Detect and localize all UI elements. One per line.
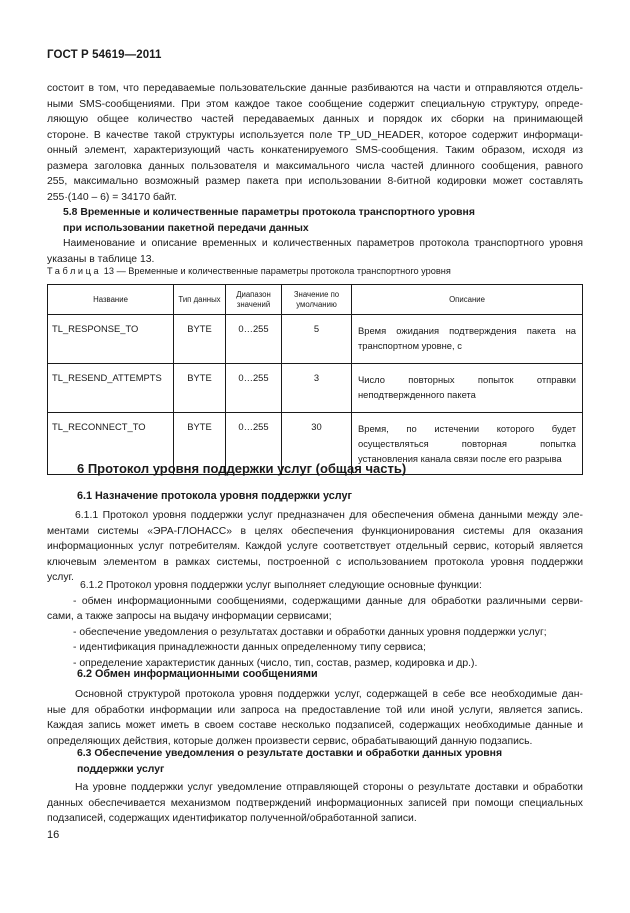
header-default: Значение по умолчанию xyxy=(282,285,352,315)
text-line: Наименование и описание временных и количественных параметров протокола транспортного уровня xyxy=(63,238,583,249)
header-description: Описание xyxy=(352,285,583,315)
cell-type: BYTE xyxy=(174,413,226,475)
text-line: ными SMS-сообщениями. При этом каждое такое сообщение содержит специальную структуру, опреде- xyxy=(47,98,583,110)
text-line: онный элемент, характеризующий часть конкатенируемого SMS-сообщения. Таким образом, исходя из xyxy=(47,145,583,156)
section-6-2-heading: 6.2 Обмен информационными сообщениями xyxy=(77,668,318,680)
section-6-1-heading: 6.1 Назначение протокола уровня поддержки услуг xyxy=(77,490,352,502)
section-5-8-text xyxy=(47,236,583,267)
table-caption xyxy=(47,266,451,276)
section-6-1-1-text xyxy=(47,508,583,586)
cell-range: 0…255 xyxy=(226,315,282,364)
heading-line: поддержки услуг xyxy=(77,763,165,775)
table-row xyxy=(48,315,583,364)
header-name: Название xyxy=(48,285,174,315)
text-line: ключевым элементом в рамках системы, построенной с использованием протокола уровня поддержки xyxy=(47,556,583,568)
header-range: Диапазон значений xyxy=(226,285,282,315)
list-item: - обмен информационными сообщениями, содержащими данные для обработки различными серви- xyxy=(73,595,583,607)
header-type: Тип данных xyxy=(174,285,226,315)
text-line: услуг. xyxy=(47,572,74,583)
text-line: размера заголовка данных пользователя и максимального числа частей длинного сообщения, равного xyxy=(47,160,583,172)
text-line: ляющую общее количество частей передаваемых данных и порядок их сборки на принимающей xyxy=(47,114,583,125)
cell-name: TL_RESPONSE_TO xyxy=(48,315,174,364)
heading-line: 6.3 Обеспечение уведомления о результате доставки и обработки данных уровня xyxy=(77,748,503,759)
section-5-8-heading xyxy=(63,205,583,236)
text-line: 255·(140 – 6) = 34170 байт. xyxy=(47,191,177,203)
cell-default: 5 xyxy=(282,315,352,364)
page-number: 16 xyxy=(47,829,60,841)
text-line: подзаписей, содержащих идентификатор полученной/обработанной записи. xyxy=(47,813,417,824)
document-code: ГОСТ Р 54619—2011 xyxy=(47,49,162,61)
list-intro: 6.1.2 Протокол уровня поддержки услуг выполняет следующие основные функции: xyxy=(80,580,482,591)
section-6-heading: 6 Протокол уровня поддержки услуг (общая часть) xyxy=(77,461,407,476)
section-6-3-heading xyxy=(77,746,582,777)
text-line: ментами системы «ЭРА-ГЛОНАСС» в целях обеспечения функционирования системы для оказания xyxy=(47,525,583,537)
table-caption-text: 13 — Временные и количественные параметры протокола транспортного уровня xyxy=(103,266,451,276)
text-line: На уровне поддержки услуг уведомление отправляющей стороны о результате доставки и обработки xyxy=(75,782,583,793)
text-line: Основной структурой протокола уровня поддержки услуг, содержащей в себе все необходимые дан- xyxy=(75,689,583,700)
table-row xyxy=(48,364,583,413)
list-item: - определение характеристик данных (число, тип, состав, размер, кодировка и др.). xyxy=(73,657,478,669)
list-item: - обеспечение уведомления о результатах доставки и обработки данных уровня поддержки услуг; xyxy=(73,626,547,638)
cell-description: Число повторных попыток отправки неподтвержденного пакета xyxy=(352,364,583,413)
section-6-2-text xyxy=(47,687,583,749)
cell-description: Время ожидания подтверждения пакета на транспортном уровне, с xyxy=(352,315,583,364)
section-6-1-2-list xyxy=(47,578,583,671)
intro-paragraph xyxy=(47,81,583,205)
text-line: Каждая запись может иметь в своем составе несколько подзаписей, содержащих необходимые данные и xyxy=(47,720,583,731)
text-line: 6.1.1 Протокол уровня поддержки услуг предназначен для обеспечения обмена данными между эле- xyxy=(75,510,583,521)
section-6-3-text xyxy=(47,780,583,827)
cell-range: 0…255 xyxy=(226,413,282,475)
text-line: данных обеспечивается механизмом подтверждений информационных записей при помощи специальных xyxy=(47,797,583,809)
text-line: 255, максимально возможный размер пакета при использовании 8-битной кодировки может составлять xyxy=(47,176,583,187)
cell-default: 30 xyxy=(282,413,352,475)
text-line: информационных услуг потребителям. Каждой услуге соответствует отдельный сервис, который является xyxy=(47,541,583,552)
cell-description: Время, по истечении которого будет осуществляться повторная попытка установления канала связи после его разрыва xyxy=(352,413,583,475)
text-line: стороне. В качестве такой структуры используется поле TP_UD_HEADER, которое содержит информаци- xyxy=(47,129,583,141)
table-caption-word: Таблица xyxy=(47,266,102,276)
cell-type: BYTE xyxy=(174,364,226,413)
list-item: - идентификация принадлежности данных определенному типу сервиса; xyxy=(73,642,426,653)
cell-default: 3 xyxy=(282,364,352,413)
text-line: определяющих действия, которые должен произвести сервис, обрабатывающий данную подзапись. xyxy=(47,735,533,747)
text-line: ные для обработки информации или запроса на предоставление той или иной услуги, является запись. xyxy=(47,704,583,716)
cell-type: BYTE xyxy=(174,315,226,364)
parameters-table xyxy=(47,284,583,475)
text-line: состоит в том, что передаваемые пользовательские данные разбиваются на части и отправляются отдель- xyxy=(47,83,583,94)
heading-line: при использовании пакетной передачи данных xyxy=(63,222,309,234)
cell-range: 0…255 xyxy=(226,364,282,413)
cell-name: TL_RESEND_ATTEMPTS xyxy=(48,364,174,413)
heading-line: 5.8 Временные и количественные параметры протокола транспортного уровня xyxy=(63,207,475,218)
cell-name: TL_RECONNECT_TO xyxy=(48,413,174,475)
text-line: указаны в таблице 13. xyxy=(47,253,155,265)
list-item: сами, а также запросы на выдачу информации сервисами; xyxy=(47,611,332,622)
table-header-row xyxy=(48,285,583,315)
